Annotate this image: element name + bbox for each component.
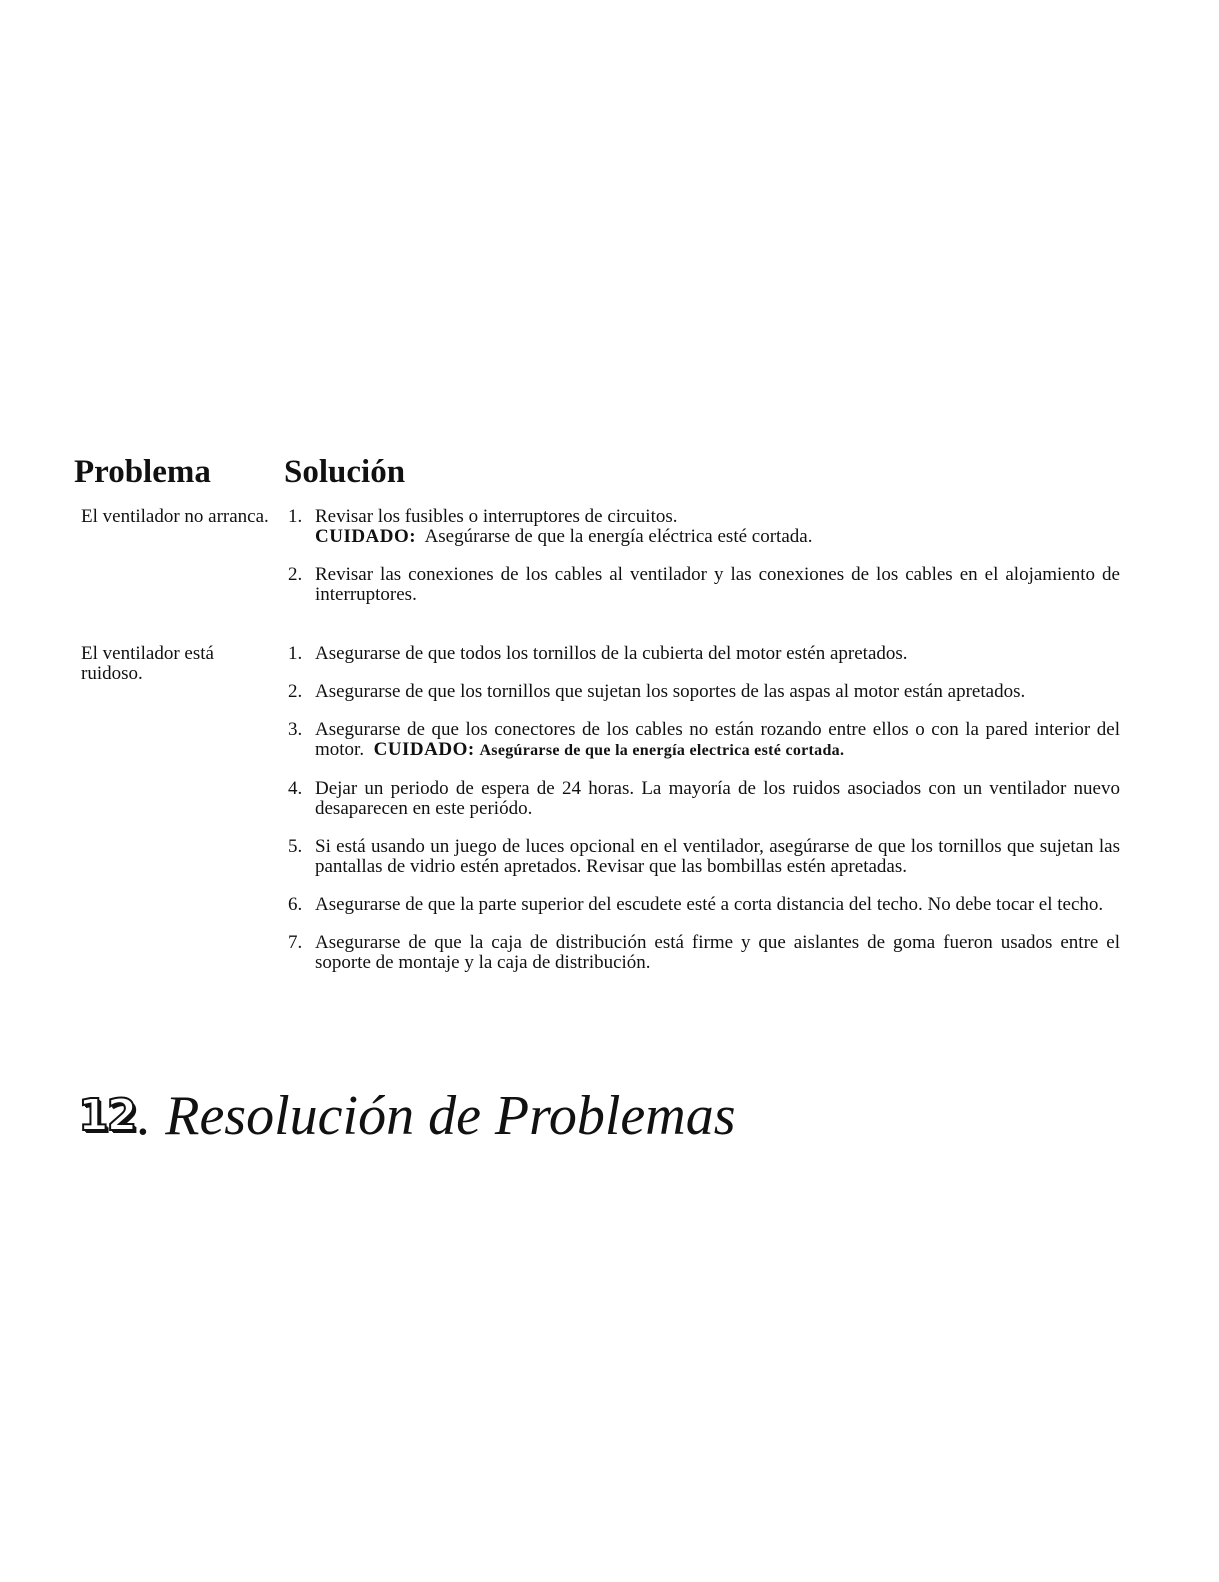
item-number: 1. — [288, 643, 303, 664]
problema-header: Problema — [74, 454, 211, 490]
section-title-text: . Resolución de Problemas — [137, 1085, 736, 1147]
list-item — [288, 507, 1120, 547]
caution-label: CUIDADO: — [373, 739, 475, 760]
item-number: 4. — [288, 778, 303, 799]
list-item — [288, 720, 1120, 761]
section-number: 12 — [78, 1090, 136, 1141]
problem-text: El ventilador está ruidoso. — [81, 643, 214, 684]
solution-list — [288, 507, 1120, 605]
item-text: Si está usando un juego de luces opcional en el ventilador, asegúrarse de que los tornillos que sujetan las pantallas de vidrio estén apretados. Revisar que las bombillas estén apretadas. — [315, 836, 1120, 877]
list-item — [288, 644, 1120, 664]
item-text: Dejar un periodo de espera de 24 horas. La mayoría de los ruidos asociados con un ventilador nuevo desaparecen en este periódo. — [315, 778, 1120, 819]
item-text: Revisar los fusibles o interruptores de circuitos. — [315, 506, 678, 527]
item-number: 5. — [288, 836, 303, 857]
caution-text: Asegúrarse de que la energía electrica esté cortada. — [479, 742, 845, 759]
list-item — [288, 933, 1120, 973]
item-text: Asegurarse de que los conectores de los cables no están rozando entre ellos o con la pared interior del motor. — [315, 719, 1120, 760]
solucion-header: Solución — [284, 454, 406, 490]
solution-list — [288, 644, 1120, 973]
list-item — [288, 837, 1120, 877]
item-text: Asegurarse de que los tornillos que sujetan los soportes de las aspas al motor están apretados. — [315, 681, 1026, 702]
item-number: 2. — [288, 681, 303, 702]
item-number: 2. — [288, 564, 303, 585]
item-number: 6. — [288, 894, 303, 915]
item-text: Asegurarse de que la caja de distribución está firme y que aislantes de goma fueron usados entre el soporte de montaje y la caja de distribución. — [315, 932, 1120, 973]
section-title — [78, 1076, 736, 1146]
list-item — [288, 895, 1120, 915]
item-text: Revisar las conexiones de los cables al ventilador y las conexiones de los cables en el alojamiento de interruptores. — [315, 564, 1120, 605]
problem-text: El ventilador no arranca. — [81, 506, 269, 527]
item-text: Asegurarse de que la parte superior del escudete esté a corta distancia del techo. No debe tocar el techo. — [315, 894, 1104, 915]
list-item — [288, 565, 1120, 605]
caution-text: Asegúrarse de que la energía eléctrica esté cortada. — [424, 526, 813, 547]
item-number: 7. — [288, 932, 303, 953]
list-item — [288, 779, 1120, 819]
caution-label: CUIDADO: — [315, 526, 417, 547]
item-number: 3. — [288, 719, 303, 740]
list-item — [288, 682, 1120, 702]
item-text: Asegurarse de que todos los tornillos de la cubierta del motor estén apretados. — [315, 643, 908, 664]
item-number: 1. — [288, 506, 303, 527]
